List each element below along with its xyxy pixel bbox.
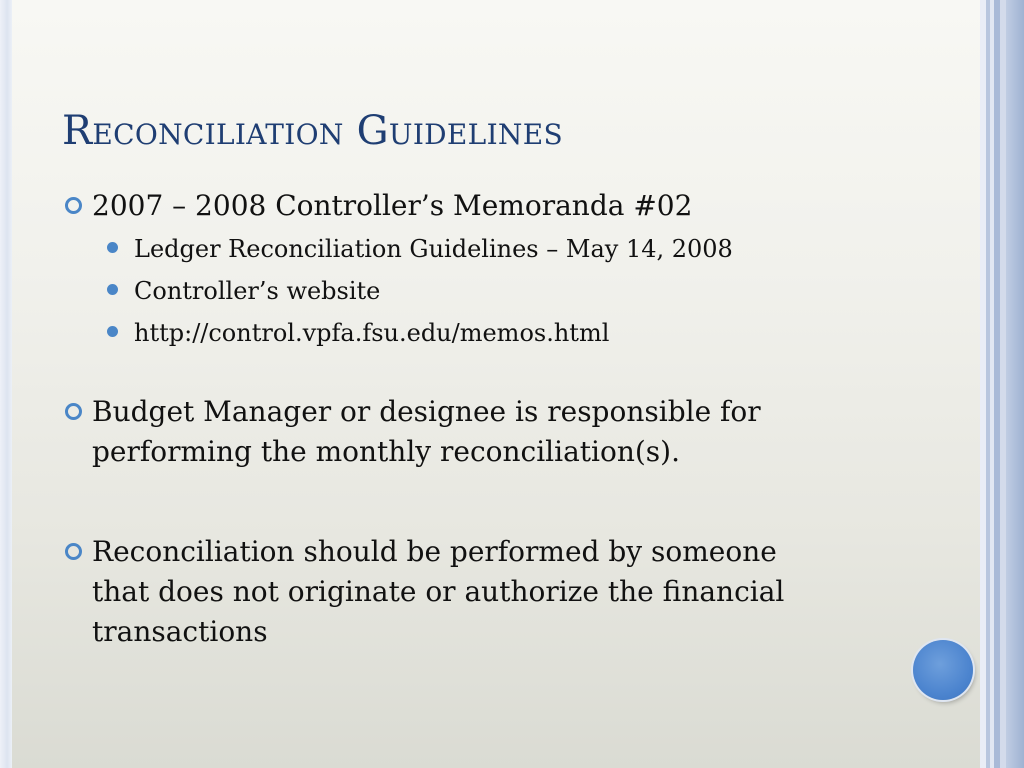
bullet-memoranda	[62, 186, 902, 226]
dot-bullet-icon	[107, 326, 118, 337]
right-decorative-stripes	[980, 0, 1024, 768]
bullet-text: 2007 – 2008 Controller’s Memoranda #02	[92, 189, 693, 222]
dot-bullet-icon	[107, 242, 118, 253]
bullet-segregation	[62, 532, 902, 652]
ring-bullet-icon	[65, 197, 82, 214]
dot-bullet-icon	[107, 284, 118, 295]
bullet-line: Reconciliation should be performed by someone	[92, 535, 777, 568]
sub-bullet-website	[62, 270, 902, 312]
sub-bullet-text: Controller’s website	[134, 277, 381, 305]
sub-bullet-guidelines	[62, 228, 902, 270]
left-decorative-stripe	[0, 0, 12, 768]
bullet-line: performing the monthly reconciliation(s).	[92, 435, 680, 468]
sub-bullet-url	[62, 312, 902, 354]
bullet-line: Budget Manager or designee is responsible for	[92, 395, 761, 428]
stripe	[1006, 0, 1024, 768]
slide-body	[62, 186, 902, 652]
slide-title: Reconciliation Guidelines	[62, 108, 563, 154]
ring-bullet-icon	[65, 543, 82, 560]
bullet-budget-manager	[62, 392, 902, 472]
ring-bullet-icon	[65, 403, 82, 420]
bullet-line: transactions	[92, 615, 268, 648]
bullet-line: that does not originate or authorize the financial	[92, 575, 785, 608]
sub-bullet-text: Ledger Reconciliation Guidelines – May 14, 2008	[134, 235, 733, 263]
sub-bullet-list	[62, 228, 902, 354]
sub-bullet-link: http://control.vpfa.fsu.edu/memos.html	[134, 319, 610, 347]
circle-nav-button[interactable]	[913, 640, 973, 700]
